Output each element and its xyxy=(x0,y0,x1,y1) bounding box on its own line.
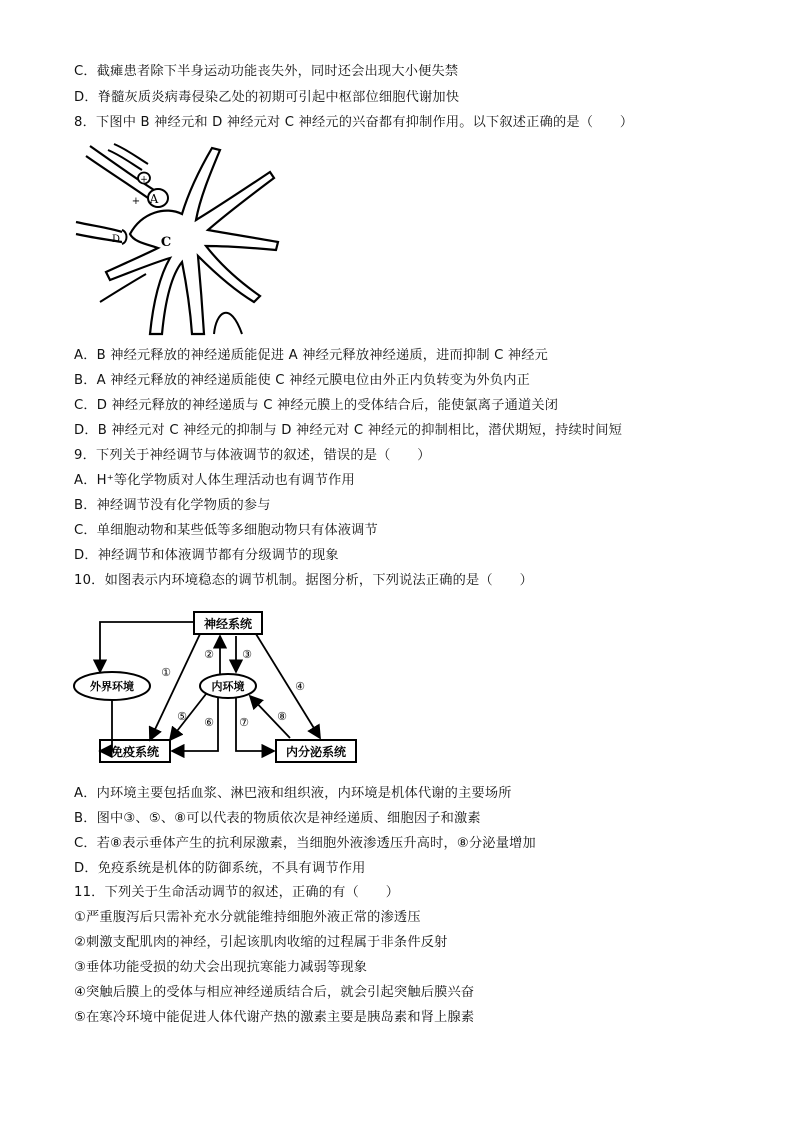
label-a: A xyxy=(149,192,159,206)
label-n4: ④ xyxy=(295,680,305,693)
q9-option-b: B．神经调节没有化学物质的参与 xyxy=(74,498,271,513)
q10-option-a: A．内环境主要包括血浆、淋巴液和组织液，内环境是机体代谢的主要场所 xyxy=(74,786,512,801)
q9-option-a: A．H⁺等化学物质对人体生理活动也有调节作用 xyxy=(74,473,355,488)
label-n7: ⑦ xyxy=(239,716,249,729)
q8-stem: 8．下图中 B 神经元和 D 神经元对 C 神经元的兴奋都有抑制作用。以下叙述正确的是（ ） xyxy=(74,115,634,130)
q10-option-b: B．图中③、⑤、⑧可以代表的物质依次是神经递质、细胞因子和激素 xyxy=(74,811,481,826)
q11-statement-5: ⑤在寒冷环境中能促进人体代谢产热的激素主要是胰岛素和肾上腺素 xyxy=(74,1010,475,1025)
q10-option-d: D．免疫系统是机体的防御系统，不具有调节作用 xyxy=(74,861,366,876)
nervous-system-box: 神经系统 xyxy=(203,617,253,631)
q11-statement-2: ②刺激支配肌肉的神经，引起该肌肉收缩的过程属于非条件反射 xyxy=(74,935,448,950)
internal-env-ellipse: 内环境 xyxy=(211,680,245,693)
q7-option-c: C．截瘫患者除下半身运动功能丧失外，同时还会出现大小便失禁 xyxy=(74,64,459,79)
label-n8: ⑧ xyxy=(277,710,287,723)
external-env-ellipse: 外界环境 xyxy=(90,680,134,693)
immune-system-box: 免疫系统 xyxy=(110,745,160,759)
q9-option-c: C．单细胞动物和某些低等多细胞动物只有体液调节 xyxy=(74,523,378,538)
q8-option-b: B．A 神经元释放的神经递质能使 C 神经元膜电位由外正内负转变为外负内正 xyxy=(74,373,531,388)
label-n2: ② xyxy=(204,648,214,661)
endocrine-system-box: 内分泌系统 xyxy=(285,745,347,759)
label-plus-b: + xyxy=(140,175,148,185)
q11-statement-1: ①严重腹泻后只需补充水分就能维持细胞外液正常的渗透压 xyxy=(74,910,421,925)
label-c: C xyxy=(160,235,172,250)
label-n1: ① xyxy=(161,666,171,679)
q10-stem: 10．如图表示内环境稳态的调节机制。据图分析，下列说法正确的是（ ） xyxy=(74,573,533,588)
q11-stem: 11．下列关于生命活动调节的叙述，正确的有（ ） xyxy=(74,885,400,900)
label-n6: ⑥ xyxy=(204,716,214,729)
q10-option-c: C．若⑧表示垂体产生的抗利尿激素，当细胞外液渗透压升高时，⑧分泌量增加 xyxy=(74,836,536,851)
q11-statement-4: ④突触后膜上的受体与相应神经递质结合后，就会引起突触后膜兴奋 xyxy=(74,985,475,1000)
label-plus-a: + xyxy=(131,196,141,207)
neuron-figure xyxy=(70,142,282,338)
q11-statement-3: ③垂体功能受损的幼犬会出现抗寒能力减弱等现象 xyxy=(74,960,368,975)
q8-option-c: C．D 神经元释放的神经递质与 C 神经元膜上的受体结合后，能使氯离子通道关闭 xyxy=(74,398,559,413)
q9-option-d: D．神经调节和体液调节都有分级调节的现象 xyxy=(74,548,339,563)
label-n3: ③ xyxy=(242,648,252,661)
q7-option-d: D．脊髓灰质炎病毒侵染乙处的初期可引起中枢部位细胞代谢加快 xyxy=(74,90,460,105)
q8-option-d: D．B 神经元对 C 神经元的抑制与 D 神经元对 C 神经元的抑制相比，潜伏期短，持续时间短 xyxy=(74,423,623,438)
label-d: D xyxy=(111,234,121,245)
homeostasis-diagram xyxy=(70,600,360,770)
q9-stem: 9．下列关于神经调节与体液调节的叙述，错误的是（ ） xyxy=(74,448,431,463)
q8-option-a: A．B 神经元释放的神经递质能促进 A 神经元释放神经递质，进而抑制 C 神经元 xyxy=(74,348,549,363)
label-n5: ⑤ xyxy=(177,710,187,723)
